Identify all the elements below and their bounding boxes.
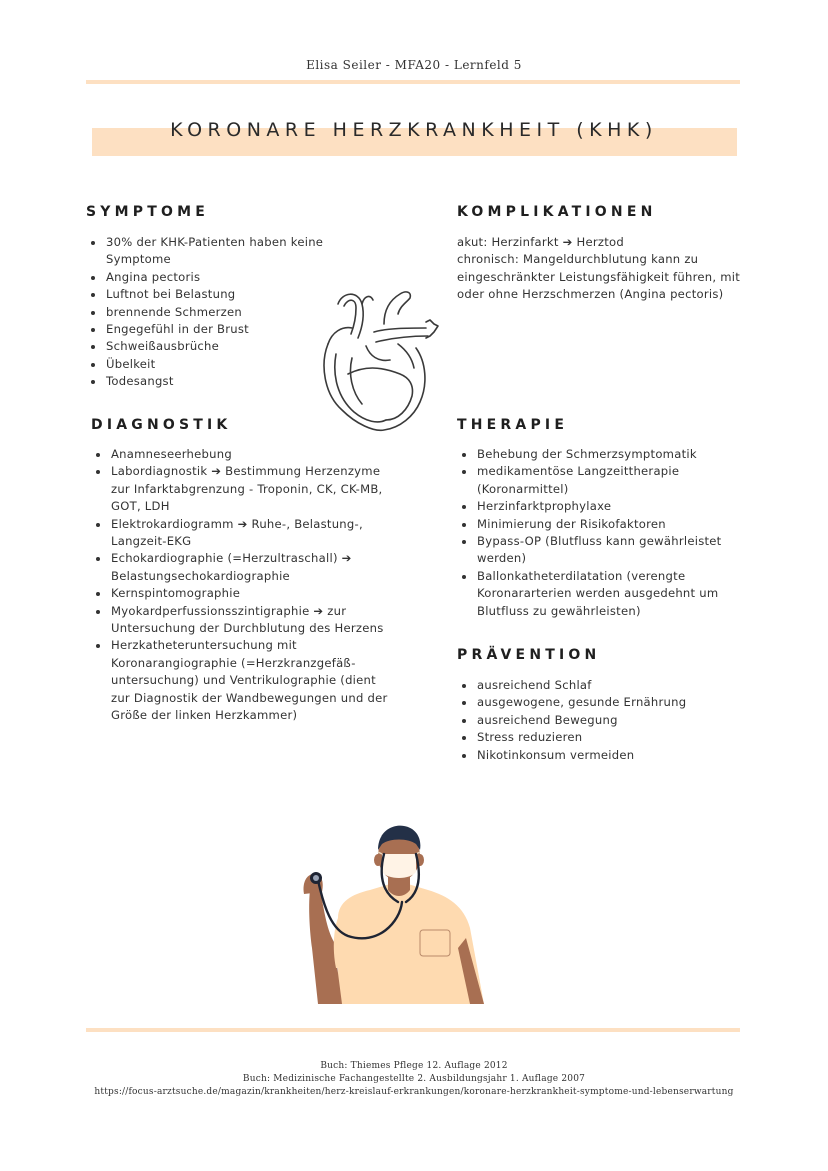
source-url: https://focus-arztsuche.de/magazin/krankheiten/herz-kreislauf-erkrankungen/koronare-herzkrankheit-symptome-und-lebenserwartung xyxy=(94,1087,734,1097)
heart-line-illustration xyxy=(318,284,448,434)
list-item: Übelkeit xyxy=(88,356,348,373)
list-item: Todesangst xyxy=(88,373,348,390)
list-item: Herzinfarktprophylaxe xyxy=(459,498,749,515)
list-item: Minimierung der Risikofaktoren xyxy=(459,516,749,533)
page-title: KORONARE HERZKRANKHEIT (KHK) xyxy=(170,119,658,141)
list-item: Ballonkatheterdilatation (verengte Koronararterien werden ausgedehnt um Blutfluss zu gewährleisten) xyxy=(459,568,749,620)
bottom-divider xyxy=(86,1028,740,1032)
diagnostik-list xyxy=(93,446,393,725)
symptome-list xyxy=(88,234,348,391)
komplikationen-heading: KOMPLIKATIONEN xyxy=(457,204,657,220)
komplikationen-line-chronisch: chronisch: Mangeldurchblutung kann zu eingeschränkter Leistungsfähigkeit führen, mit oder ohne Herzschmerzen (Angina pectoris) xyxy=(457,252,741,302)
list-item: ausreichend Bewegung xyxy=(459,712,749,729)
list-item: Labordiagnostik ➔ Bestimmung Herzenzyme zur Infarktabgrenzung - Troponin, CK, CK-MB, GOT, LDH xyxy=(93,463,393,515)
list-item: Behebung der Schmerzsymptomatik xyxy=(459,446,749,463)
list-item: Elektrokardiogramm ➔ Ruhe-, Belastung-, Langzeit-EKG xyxy=(93,516,393,551)
source-book-2: Buch: Medizinische Fachangestellte 2. Ausbildungsjahr 1. Auflage 2007 xyxy=(242,1074,586,1084)
therapie-heading: THERAPIE xyxy=(457,417,569,433)
list-item: Kernspintomographie xyxy=(93,585,393,602)
list-item: Angina pectoris xyxy=(88,269,348,286)
list-item: Schweißausbrüche xyxy=(88,338,348,355)
komplikationen-text xyxy=(457,234,753,304)
list-item: Stress reduzieren xyxy=(459,729,749,746)
list-item: ausgewogene, gesunde Ernährung xyxy=(459,694,749,711)
list-item: 30% der KHK-Patienten haben keine Symptome xyxy=(88,234,348,269)
list-item: Myokardperfussionsszintigraphie ➔ zur Untersuchung der Durchblutung des Herzens xyxy=(93,603,393,638)
diagnostik-heading: DIAGNOSTIK xyxy=(91,417,232,433)
doctor-with-stethoscope-illustration xyxy=(298,818,498,1008)
list-item: medikamentöse Langzeittherapie (Koronarmittel) xyxy=(459,463,749,498)
source-book-1: Buch: Thiemes Pflege 12. Auflage 2012 xyxy=(320,1061,508,1071)
list-item: Herzkatheteruntersuchung mit Koronarangiographie (=Herzkranzgefäß-untersuchung) und Ventrikulographie (dient zur Diagnostik der Wandbewegungen und der Größe der linken Herzkammer) xyxy=(93,637,393,724)
list-item: brennende Schmerzen xyxy=(88,304,348,321)
author-line: Elisa Seiler - MFA20 - Lernfeld 5 xyxy=(306,58,522,72)
list-item: ausreichend Schlaf xyxy=(459,677,749,694)
praevention-heading: PRÄVENTION xyxy=(457,647,601,663)
list-item: Echokardiographie (=Herzultraschall) ➔ Belastungsechokardiographie xyxy=(93,550,393,585)
list-item: Engegefühl in der Brust xyxy=(88,321,348,338)
therapie-list xyxy=(459,446,749,620)
list-item: Nikotinkonsum vermeiden xyxy=(459,747,749,764)
top-divider xyxy=(86,80,740,84)
list-item: Bypass-OP (Blutfluss kann gewährleistet werden) xyxy=(459,533,749,568)
symptome-heading: SYMPTOME xyxy=(86,204,209,220)
praevention-list xyxy=(459,677,749,764)
komplikationen-line-akut: akut: Herzinfarkt ➔ Herztod xyxy=(457,235,624,249)
list-item: Luftnot bei Belastung xyxy=(88,286,348,303)
list-item: Anamneseerhebung xyxy=(93,446,393,463)
